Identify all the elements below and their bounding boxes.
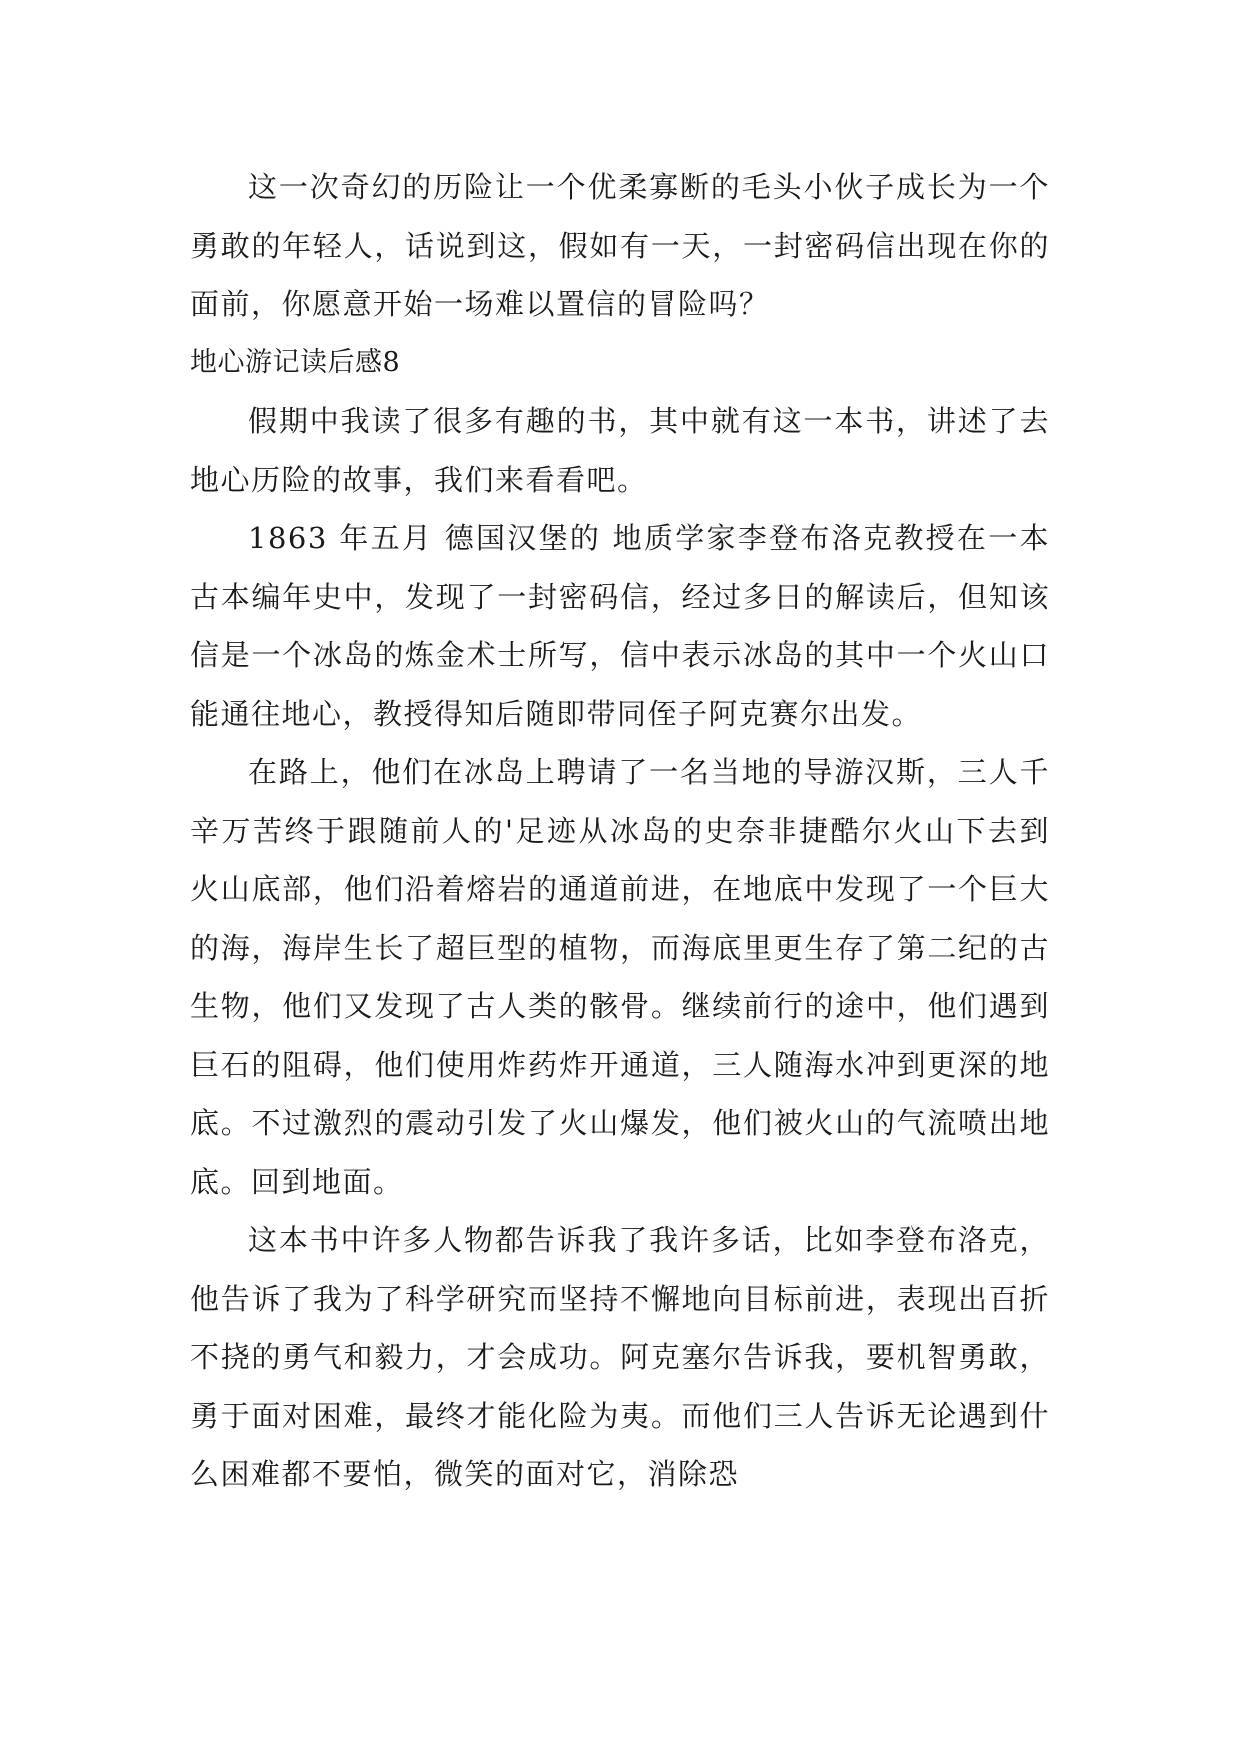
paragraph-1: 这一次奇幻的历险让一个优柔寡断的毛头小伙子成长为一个勇敢的年轻人，话说到这，假如有一天，一封密码信出现在你的面前，你愿意开始一场难以置信的冒险吗？ bbox=[190, 170, 1050, 321]
paragraph-3: 1863 年五月 德国汉堡的 地质学家李登布洛克教授在一本古本编年史中，发现了一封密码信，经过多日的解读后，但知该信是一个冰岛的炼金术士所写，信中表示冰岛的其中一个火山口能通往地心，教授得知后随即带同侄子阿克赛尔出发。 bbox=[190, 521, 1050, 731]
document-body bbox=[190, 158, 1050, 1504]
paragraph-2: 假期中我读了很多有趣的书，其中就有这一本书，讲述了去地心历险的故事，我们来看看吧。 bbox=[190, 404, 1050, 497]
paragraph-5: 这本书中许多人物都告诉我了我许多话，比如李登布洛克，他告诉了我为了科学研究而坚持不懈地向目标前进，表现出百折不挠的勇气和毅力，才会成功。阿克塞尔告诉我，要机智勇敢，勇于面对困难，最终才能化险为夷。而他们三人告诉无论遇到什么困难都不要怕，微笑的面对它，消除恐 bbox=[190, 1223, 1050, 1491]
section-heading: 地心游记读后感8 bbox=[190, 346, 401, 378]
paragraph-4: 在路上，他们在冰岛上聘请了一名当地的导游汉斯，三人千辛万苦终于跟随前人的'足迹从冰岛的史奈非捷酷尔火山下去到火山底部，他们沿着熔岩的通道前进，在地底中发现了一个巨大的海，海岸生长了超巨型的植物，而海底里更生存了第二纪的古生物，他们又发现了古人类的骸骨。继续前行的途中，他们遇到巨石的阻碍，他们使用炸药炸开通道，三人随海水冲到更深的地底。不过激烈的震动引发了火山爆发，他们被火山的气流喷出地底。回到地面。 bbox=[190, 755, 1050, 1199]
